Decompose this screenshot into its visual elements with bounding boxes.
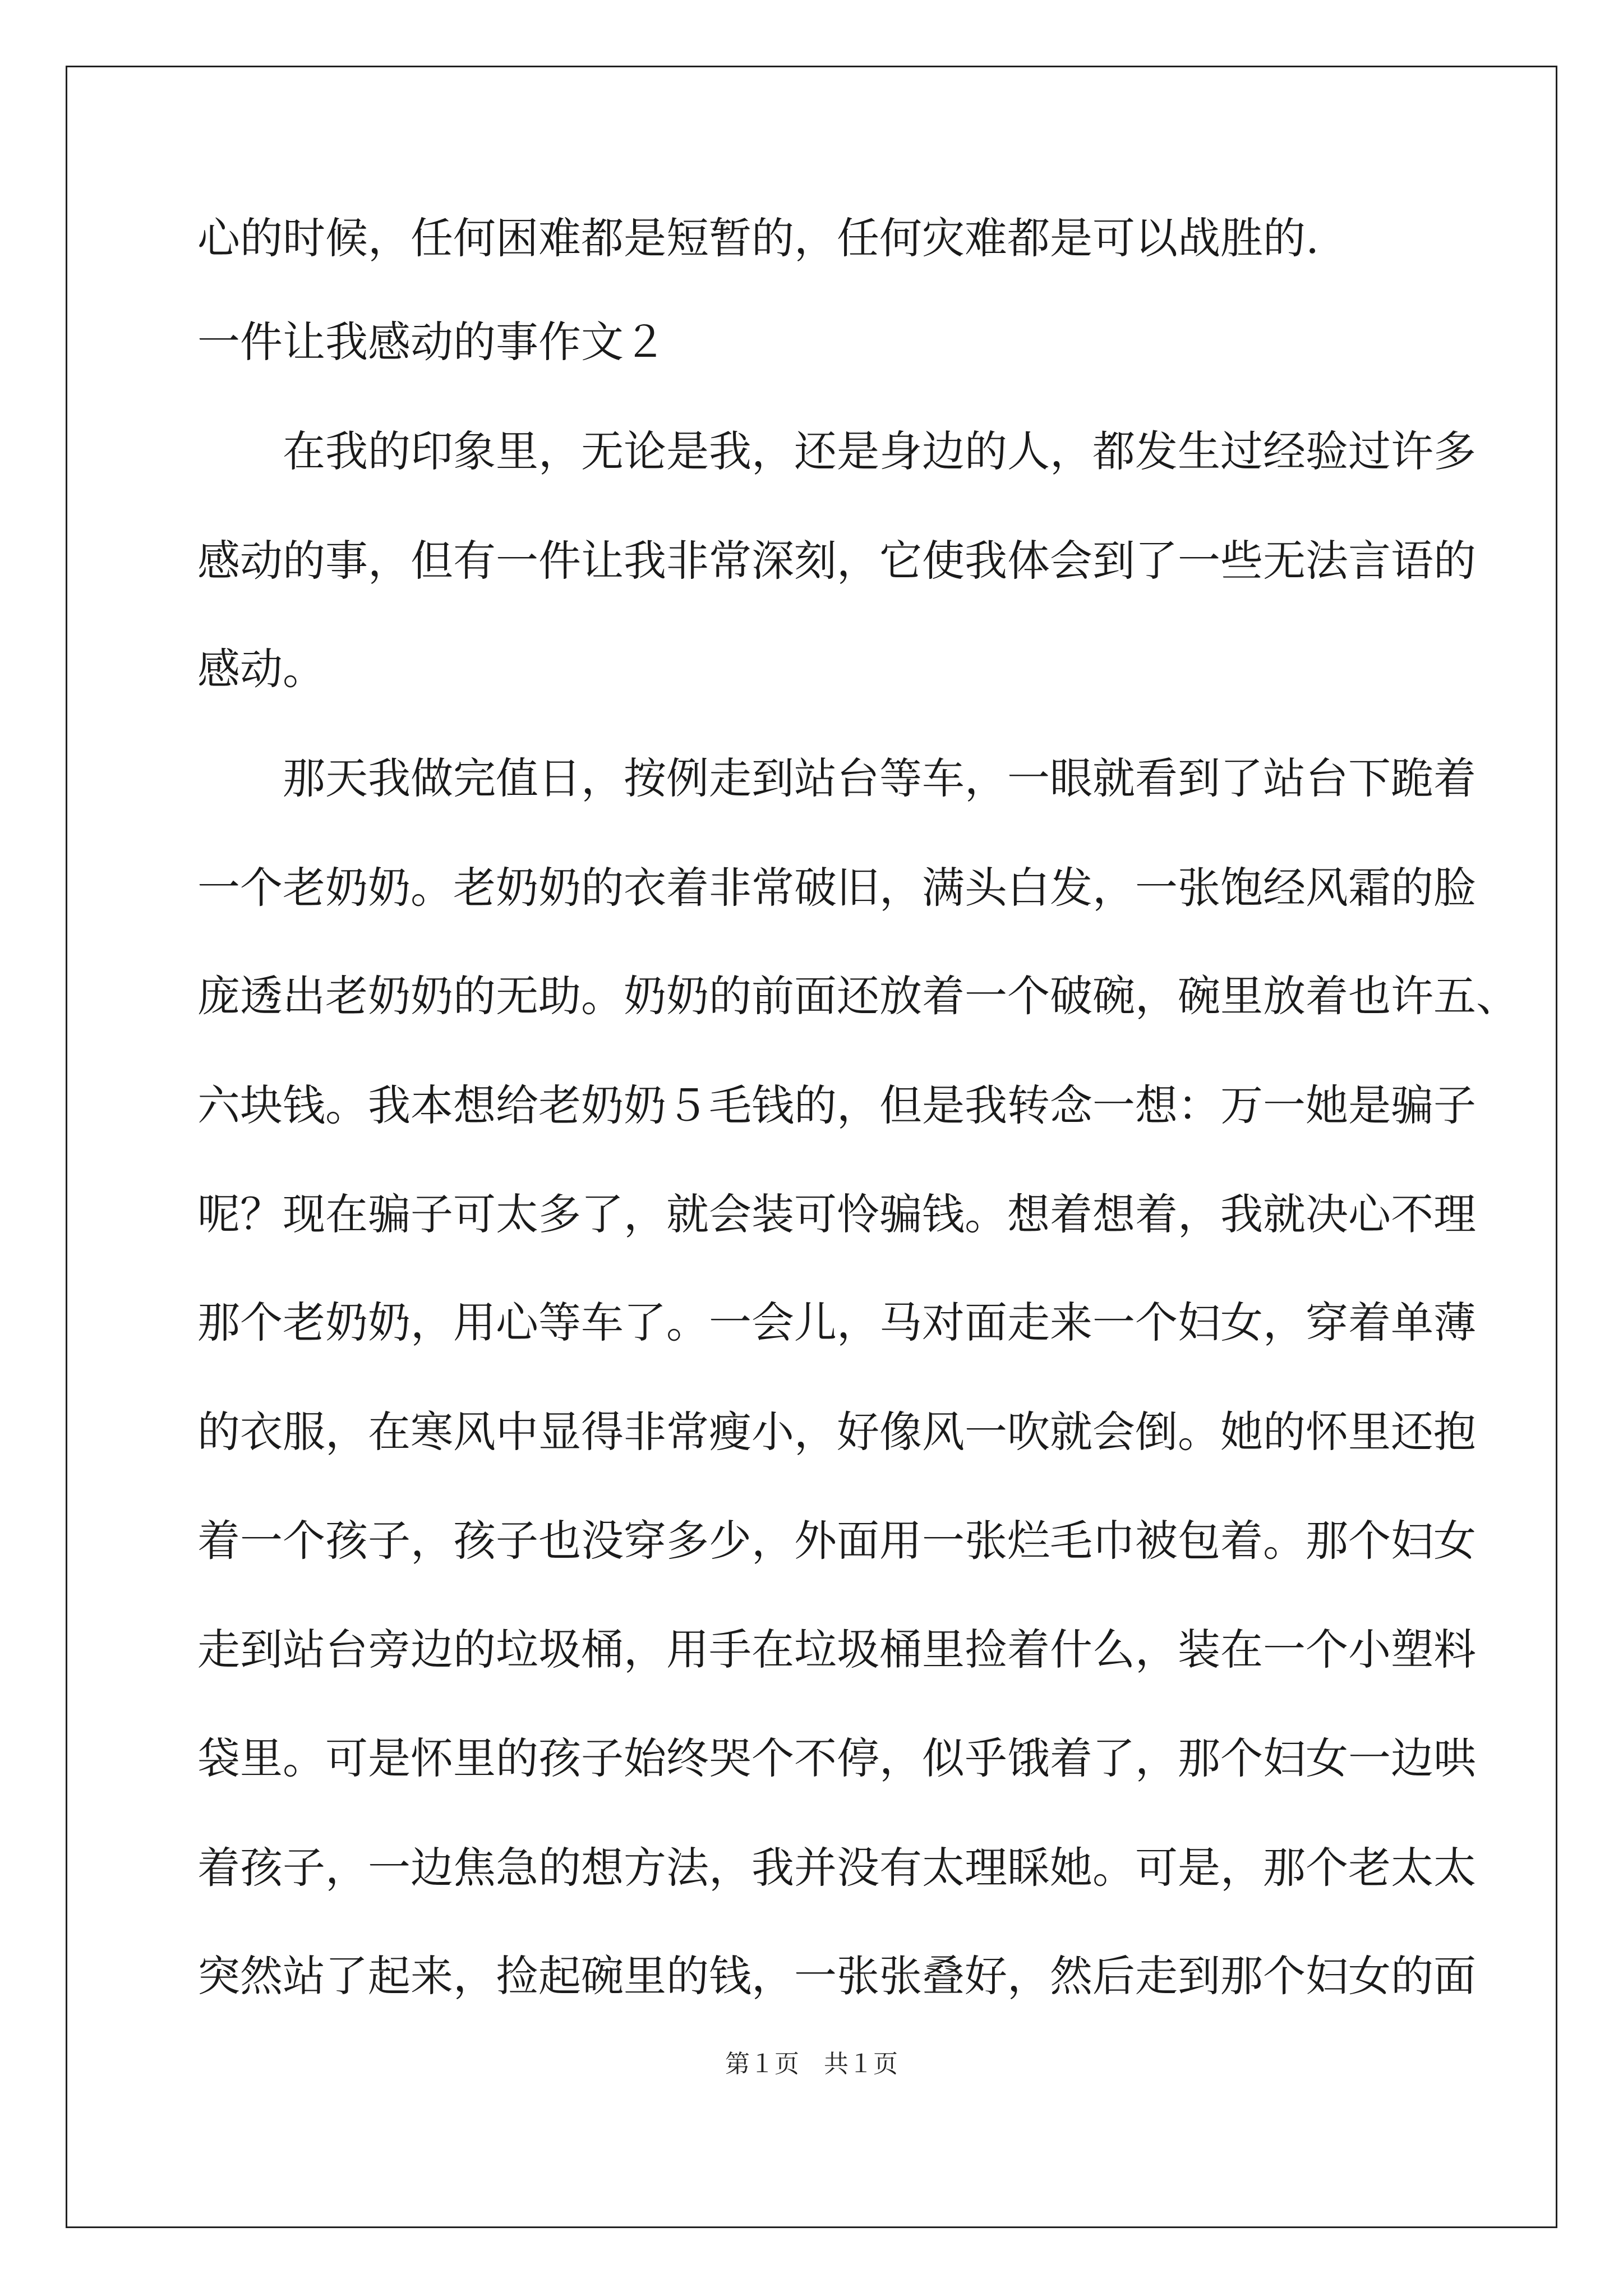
text-line: 感动。 [197, 644, 325, 694]
page-footer [0, 2047, 1623, 2081]
text-line: 突然站了起来，捡起碗里的钱，一张张叠好，然后走到那个妇女的面 [197, 1951, 1476, 2001]
text-line: 心的时候，任何困难都是短暂的，任何灾难都是可以战胜的. [197, 213, 1320, 263]
text-line: 的衣服，在寒风中显得非常瘦小，好像风一吹就会倒。她的怀里还抱 [197, 1407, 1476, 1457]
text-line: 呢？现在骗子可太多了，就会装可怜骗钱。想着想着，我就决心不理 [197, 1189, 1476, 1239]
text-line: 走到站台旁边的垃圾桶，用手在垃圾桶里捡着什么，装在一个小塑料 [197, 1625, 1476, 1674]
text-line: 那个老奶奶，用心等车了。一会儿，马对面走来一个妇女，穿着单薄 [197, 1297, 1476, 1347]
text-line: 庞透出老奶奶的无助。奶奶的前面还放着一个破碗，碗里放着也许五、 [197, 971, 1519, 1021]
section-heading: 一件让我感动的事作文２ [197, 317, 666, 367]
text-line: 着孩子，一边焦急的想方法，我并没有太理睬她。可是，那个老太太 [197, 1843, 1476, 1893]
text-line: 着一个孩子，孩子也没穿多少，外面用一张烂毛巾被包着。那个妇女 [197, 1516, 1476, 1566]
text-line: 那天我做完值日，按例走到站台等车，一眼就看到了站台下跪着 [283, 753, 1476, 803]
page-number: 第１页 [725, 2050, 799, 2078]
page-total: 共１页 [824, 2050, 898, 2078]
text-line: 袋里。可是怀里的孩子始终哭个不停，似乎饿着了，那个妇女一边哄 [197, 1733, 1476, 1783]
text-line: 一个老奶奶。老奶奶的衣着非常破旧，满头白发，一张饱经风霜的脸 [197, 863, 1476, 913]
text-line: 在我的印象里，无论是我，还是身边的人，都发生过经验过许多 [283, 426, 1476, 476]
text-line: 感动的事，但有一件让我非常深刻，它使我体会到了一些无法言语的 [197, 536, 1476, 586]
page-border [66, 66, 1557, 2228]
text-line: 六块钱。我本想给老奶奶５毛钱的，但是我转念一想：万一她是骗子 [197, 1080, 1476, 1130]
